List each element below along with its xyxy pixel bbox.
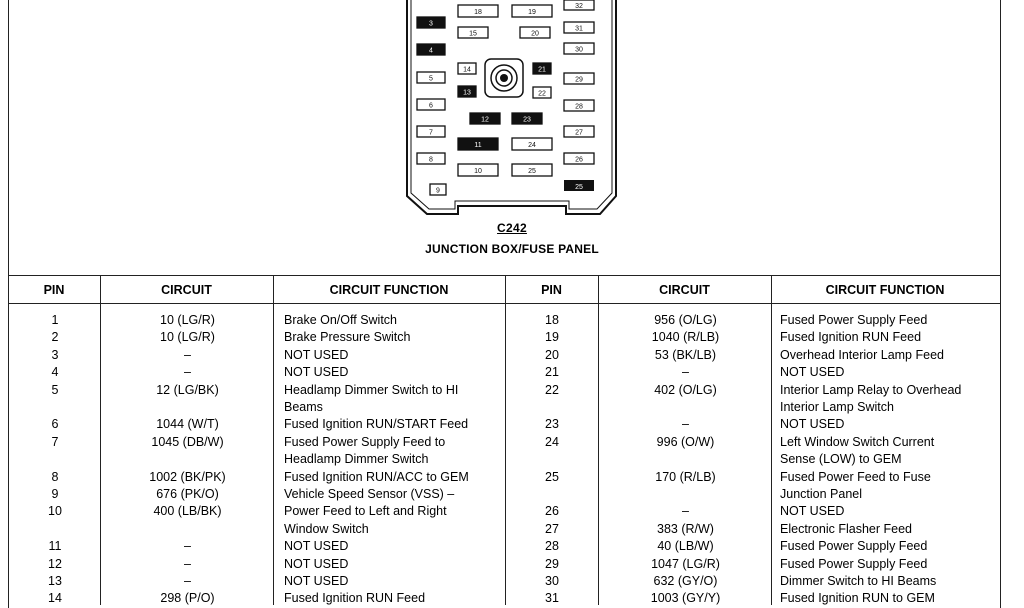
pin-cell: 2 xyxy=(51,330,59,345)
function-cell: Brake On/Off Switch xyxy=(284,313,398,327)
center-connector-icon xyxy=(485,59,523,97)
circuit-cell: 1045 (DB/W) xyxy=(151,434,224,449)
fuse-slot-label: 25 xyxy=(575,184,583,191)
fuse-slot-label: 3 xyxy=(429,20,433,28)
pin-cell: 26 xyxy=(545,504,559,519)
pin-cell: 24 xyxy=(545,434,559,449)
fuse-slot-label: 5 xyxy=(429,75,433,83)
fuse-slot-label: 12 xyxy=(481,116,489,124)
function-cell: Window Switch xyxy=(284,521,369,536)
circuit-cell: 10 (LG/R) xyxy=(160,313,215,327)
pin-cell: 11 xyxy=(48,539,62,554)
circuit-cell: – xyxy=(682,365,689,380)
function-cell: NOT USED xyxy=(780,504,845,519)
circuit-cell: – xyxy=(184,556,191,571)
fuse-slot-label: 18 xyxy=(474,9,482,16)
function-cell: NOT USED xyxy=(284,574,349,588)
fuse-slot-label: 29 xyxy=(575,76,583,84)
fuse-slot-label: 6 xyxy=(429,102,433,110)
fuse-slot-label: 21 xyxy=(538,66,546,74)
pin-cell: 18 xyxy=(545,313,559,327)
header-function-right: CIRCUIT FUNCTION xyxy=(825,283,945,297)
fuse-slot-label: 26 xyxy=(575,156,583,164)
column-divider xyxy=(505,275,506,605)
pin-cell: 27 xyxy=(545,521,559,536)
function-cell: Fused Ignition RUN/START Feed xyxy=(284,417,469,432)
circuit-cell: 1040 (R/LB) xyxy=(651,330,720,345)
function-cell: NOT USED xyxy=(780,365,845,380)
circuit-cell: – xyxy=(682,504,689,519)
pin-cell: 29 xyxy=(545,556,559,571)
function-cell: Fused Power Supply Feed to xyxy=(284,434,446,449)
function-cell: Fused Ignition RUN/ACC to GEM xyxy=(284,469,469,484)
circuit-cell: – xyxy=(184,574,191,588)
circuit-cell: 1047 (LG/R) xyxy=(651,556,720,571)
function-cell: Fused Ignition RUN Feed xyxy=(284,591,426,606)
fuse-slot-label: 15 xyxy=(469,30,477,38)
circuit-cell: 12 (LG/BK) xyxy=(156,382,219,397)
function-cell: Fused Power Supply Feed xyxy=(780,313,928,327)
fuse-slot-label: 7 xyxy=(429,129,433,137)
function-cell: Interior Lamp Switch xyxy=(780,400,894,414)
function-cell: Dimmer Switch to HI Beams xyxy=(780,574,937,588)
header-function-left: CIRCUIT FUNCTION xyxy=(329,283,449,297)
pin-cell: 30 xyxy=(545,574,559,588)
circuit-cell: 632 (GY/O) xyxy=(653,574,718,588)
circuit-cell: 298 (P/O) xyxy=(160,591,215,606)
function-cell: NOT USED xyxy=(284,365,349,380)
circuit-cell: 400 (LB/BK) xyxy=(153,504,222,519)
fuse-slot-label: 22 xyxy=(538,90,546,98)
function-cell: Fused Ignition RUN to GEM xyxy=(780,591,935,606)
fuse-slot-label: 11 xyxy=(474,142,482,149)
function-cell: Sense (LOW) to GEM xyxy=(780,452,902,467)
fuse-slot-label: 23 xyxy=(523,116,531,124)
circuit-cell: 956 (O/LG) xyxy=(654,313,717,327)
table-header-rule xyxy=(8,303,1000,304)
pin-cell: 5 xyxy=(51,382,59,397)
pin-cell: 8 xyxy=(51,469,59,484)
function-cell: Overhead Interior Lamp Feed xyxy=(780,347,944,362)
fuse-slot-label: 27 xyxy=(575,129,583,137)
circuit-cell: 996 (O/W) xyxy=(656,434,715,449)
circuit-cell: – xyxy=(682,417,689,432)
circuit-cell: 1003 (GY/Y) xyxy=(650,591,721,606)
circuit-cell: 402 (O/LG) xyxy=(654,382,717,397)
function-cell: Fused Power Supply Feed xyxy=(780,556,928,571)
fuse-slot-label: 28 xyxy=(575,103,583,111)
circuit-cell: 383 (R/W) xyxy=(657,521,714,536)
fuse-slot-label: 9 xyxy=(436,187,440,195)
pin-cell: 6 xyxy=(51,417,59,432)
circuit-cell: 676 (PK/O) xyxy=(156,487,219,501)
fuse-slot-label: 24 xyxy=(528,142,536,149)
fuse-slot-label: 32 xyxy=(575,3,583,10)
circuit-cell: 1044 (W/T) xyxy=(156,417,219,432)
circuit-cell: – xyxy=(184,539,191,554)
function-cell: Headlamp Dimmer Switch xyxy=(284,452,429,467)
function-cell: NOT USED xyxy=(284,347,349,362)
function-cell: Fused Power Feed to Fuse xyxy=(780,469,931,484)
circuit-cell: – xyxy=(184,365,191,380)
fuse-slot-label: 30 xyxy=(575,46,583,54)
table-top-rule xyxy=(8,275,1000,276)
fuse-slot-label: 31 xyxy=(575,25,583,33)
pin-cell: 25 xyxy=(545,469,559,484)
function-cell: Interior Lamp Relay to Overhead xyxy=(780,382,962,397)
pin-cell: 13 xyxy=(48,574,62,588)
function-cell: NOT USED xyxy=(780,417,845,432)
function-cell: Beams xyxy=(284,400,323,414)
pin-cell: 10 xyxy=(48,504,62,519)
pin-cell: 31 xyxy=(545,591,559,606)
connector-code: C242 xyxy=(497,221,527,235)
pin-cell: 1 xyxy=(51,313,59,327)
fuse-slot-label: 8 xyxy=(429,156,433,164)
function-cell: Headlamp Dimmer Switch to HI xyxy=(284,382,459,397)
header-pin-right: PIN xyxy=(541,283,562,297)
connector-title: JUNCTION BOX/FUSE PANEL xyxy=(425,242,599,256)
fuse-slot-label: 4 xyxy=(429,47,433,55)
pin-cell: 4 xyxy=(51,365,59,380)
pin-cell: 9 xyxy=(51,487,59,501)
pin-cell: 21 xyxy=(545,365,559,380)
function-cell: NOT USED xyxy=(284,539,349,554)
fuse-slot-label: 20 xyxy=(531,30,539,38)
fuse-slot-label: 10 xyxy=(474,168,482,175)
circuit-cell: 1002 (BK/PK) xyxy=(149,469,226,484)
circuit-cell: 170 (R/LB) xyxy=(655,469,716,484)
pin-cell: 7 xyxy=(51,434,59,449)
fuse-slot-label: 14 xyxy=(463,66,471,74)
pin-cell: 19 xyxy=(545,330,559,345)
circuit-cell: 53 (BK/LB) xyxy=(654,347,717,362)
fuse-slot-label: 13 xyxy=(463,89,471,97)
function-cell: Fused Ignition RUN Feed xyxy=(780,330,922,345)
function-cell: Left Window Switch Current xyxy=(780,434,935,449)
function-cell: Electronic Flasher Feed xyxy=(780,521,913,536)
pin-cell: 23 xyxy=(545,417,559,432)
header-circuit-right: CIRCUIT xyxy=(659,283,710,297)
pin-cell: 22 xyxy=(545,382,559,397)
circuit-cell: 40 (LB/W) xyxy=(657,539,714,554)
pin-cell: 20 xyxy=(545,347,559,362)
function-cell: Fused Power Supply Feed xyxy=(780,539,928,554)
fuse-slot-label: 19 xyxy=(528,9,536,16)
function-cell: Junction Panel xyxy=(780,487,863,501)
pin-cell: 28 xyxy=(545,539,559,554)
header-pin-left: PIN xyxy=(43,283,65,297)
pin-cell: 12 xyxy=(48,556,62,571)
function-cell: NOT USED xyxy=(284,556,349,571)
function-cell: Brake Pressure Switch xyxy=(284,330,411,345)
circuit-cell: 10 (LG/R) xyxy=(160,330,215,345)
circuit-cell: – xyxy=(184,347,191,362)
fuse-slot-label: 25 xyxy=(528,168,536,175)
header-circuit-left: CIRCUIT xyxy=(161,283,212,297)
function-cell: Power Feed to Left and Right xyxy=(284,504,447,519)
pin-cell: 14 xyxy=(48,591,62,606)
function-cell: Vehicle Speed Sensor (VSS) – xyxy=(284,487,455,501)
pin-cell: 3 xyxy=(51,347,59,362)
